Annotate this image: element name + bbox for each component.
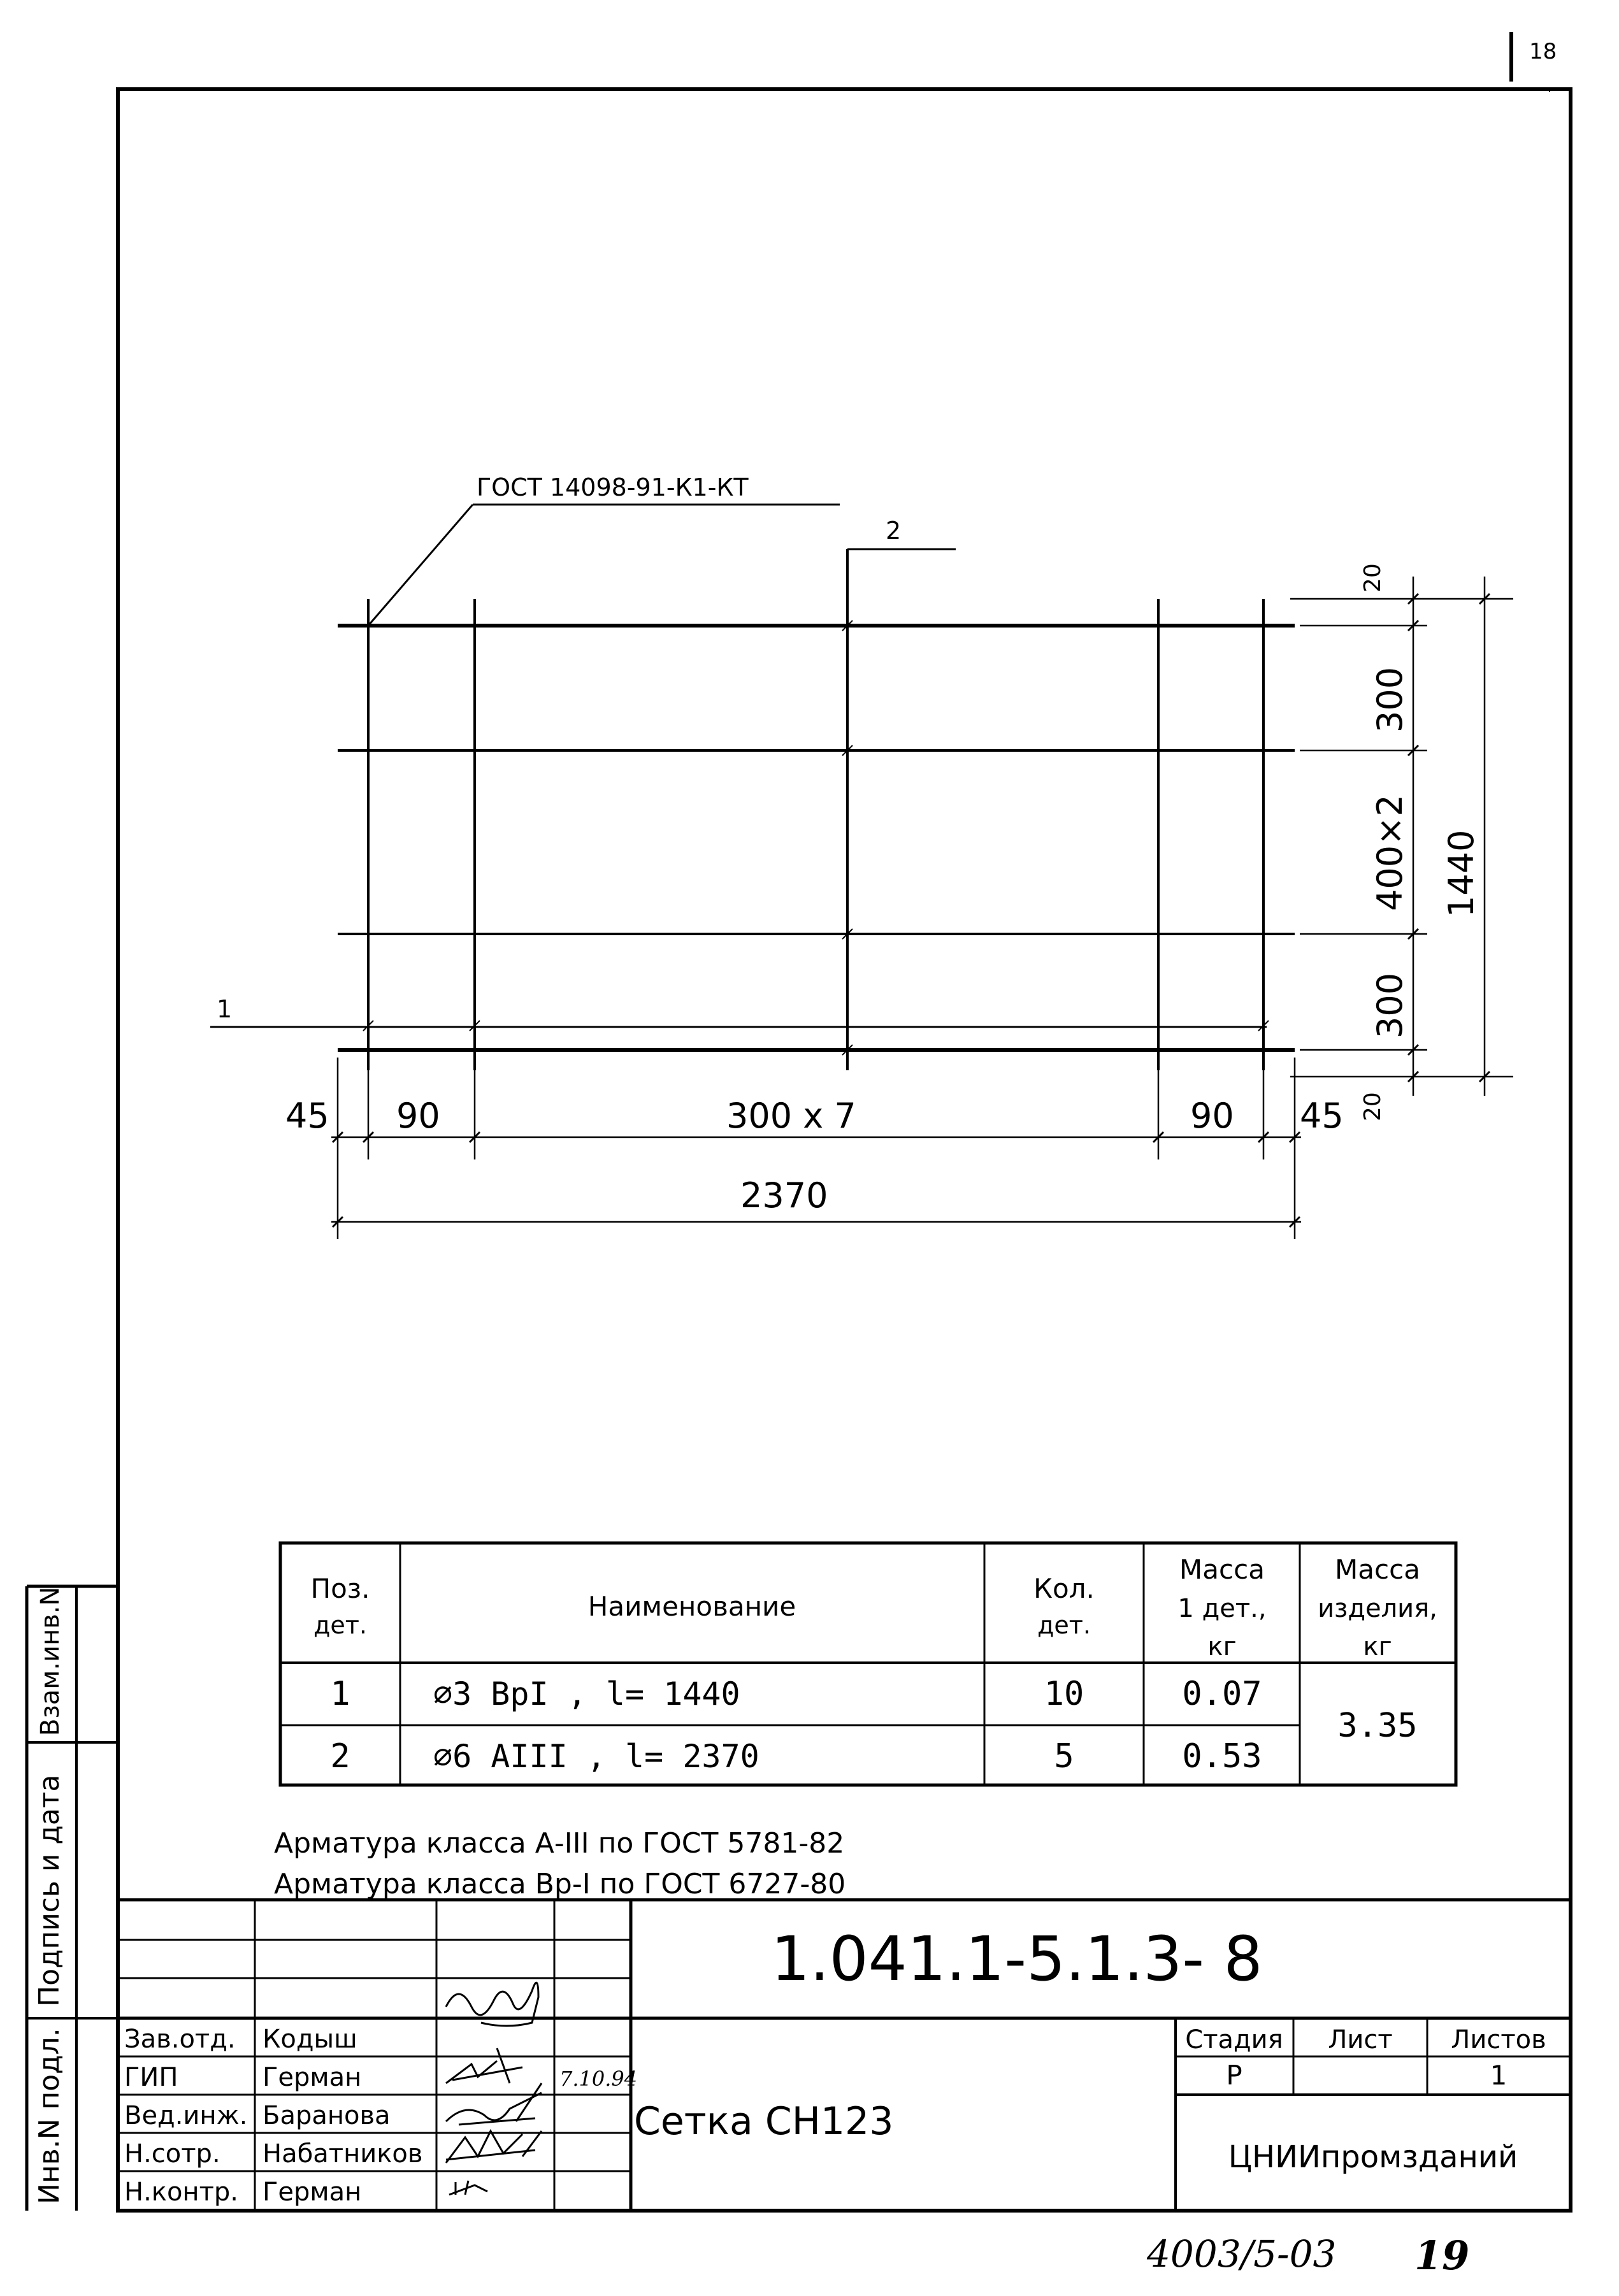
signature-5 [449, 2181, 487, 2195]
th-mass-one-1: Масса [1179, 1554, 1265, 1585]
staff-role-1: Зав.отд. [124, 2025, 236, 2054]
th-pos-2: дет. [313, 1611, 367, 1639]
row2-pos: 2 [330, 1737, 350, 1776]
footer-handwritten-code: 4003/5-03 [1147, 2232, 1337, 2276]
dim-right-45: 45 [1300, 1096, 1344, 1136]
staff-role-3: Вед.инж. [124, 2101, 248, 2130]
th-mass-one-2: 1 дет., [1177, 1594, 1267, 1623]
row1-name: ⌀3 ВрI , l= 1440 [433, 1675, 740, 1712]
dim-left-45: 45 [285, 1096, 329, 1136]
side-inv-podl: Инв.N подл. [33, 2028, 66, 2204]
staff-role-2: ГИП [124, 2063, 178, 2092]
dim-middle-400x2: 400×2 [1370, 794, 1410, 911]
weld-callout: ГОСТ 14098-91-К1-КТ [477, 473, 749, 501]
th-qty-1: Кол. [1033, 1573, 1095, 1604]
staff-name-4: Набатников [263, 2139, 423, 2169]
side-podpis-data: Подпись и дата [33, 1774, 66, 2007]
position-marker-1: 1 [217, 995, 233, 1023]
dim-right-90: 90 [1190, 1096, 1234, 1136]
th-mass-total-2: изделия, [1318, 1594, 1437, 1623]
staff-name-5: Герман [263, 2178, 362, 2207]
dim-bottom-300: 300 [1370, 972, 1410, 1038]
note-2: Арматура класса Вр-I по ГОСТ 6727-80 [274, 1868, 846, 1900]
staff-name-3: Баранова [263, 2101, 391, 2130]
sheets-value: 1 [1490, 2060, 1507, 2091]
page-number: 18 [1529, 39, 1557, 64]
dim-top-300: 300 [1370, 666, 1410, 733]
th-mass-one-3: кг [1207, 1632, 1237, 1661]
staff-name-2: Герман [263, 2063, 362, 2092]
dim-bottom-20: 20 [1360, 1092, 1386, 1121]
row2-qty: 5 [1054, 1737, 1074, 1776]
dim-overall-height: 1440 [1441, 829, 1481, 917]
row1-pos: 1 [330, 1675, 350, 1713]
stage-header: Стадия [1185, 2025, 1283, 2055]
sheets-header: Листов [1451, 2025, 1546, 2055]
staff-role-5: Н.контр. [124, 2178, 238, 2207]
signature-3 [446, 2083, 542, 2125]
signature-4 [446, 2131, 542, 2163]
row2-name: ⌀6 AIII , l= 2370 [433, 1738, 759, 1775]
row1-mass: 0.07 [1182, 1675, 1262, 1713]
document-code: 1.041.1-5.1.3- 8 [771, 1923, 1263, 1995]
staff-role-4: Н.сотр. [124, 2139, 220, 2169]
staff-name-1: Кодыш [263, 2025, 357, 2054]
signatures [446, 1983, 542, 2195]
mesh-drawing [210, 505, 1295, 1070]
signature-2 [446, 2048, 522, 2083]
th-name: Наименование [587, 1591, 796, 1622]
row1-qty: 10 [1044, 1675, 1084, 1713]
dim-overall-width: 2370 [740, 1175, 828, 1216]
footer-handwritten-page: 19 [1414, 2232, 1470, 2279]
staff-date-2: 7.10.94 [559, 2067, 638, 2091]
th-mass-total-3: кг [1363, 1632, 1392, 1661]
row2-mass: 0.53 [1182, 1737, 1262, 1776]
note-1: Арматура класса А-III по ГОСТ 5781-82 [274, 1827, 845, 1860]
organization: ЦНИИпромзданий [1228, 2139, 1518, 2175]
product-name: Сетка СН123 [634, 2099, 894, 2144]
position-marker-2: 2 [886, 517, 902, 545]
total-mass: 3.35 [1337, 1707, 1418, 1745]
th-mass-total-1: Масса [1335, 1554, 1420, 1585]
stage-value: Р [1226, 2060, 1242, 2091]
th-qty-2: дет. [1037, 1611, 1091, 1639]
weld-leader [368, 505, 473, 626]
th-pos-1: Поз. [310, 1573, 370, 1604]
dim-top-20: 20 [1360, 563, 1386, 592]
side-inv-vzam: Взам.инв.N [36, 1586, 65, 1736]
dim-middle-300x7: 300 x 7 [726, 1096, 856, 1136]
sheet-header: Лист [1328, 2025, 1393, 2055]
dim-left-90: 90 [396, 1096, 440, 1136]
